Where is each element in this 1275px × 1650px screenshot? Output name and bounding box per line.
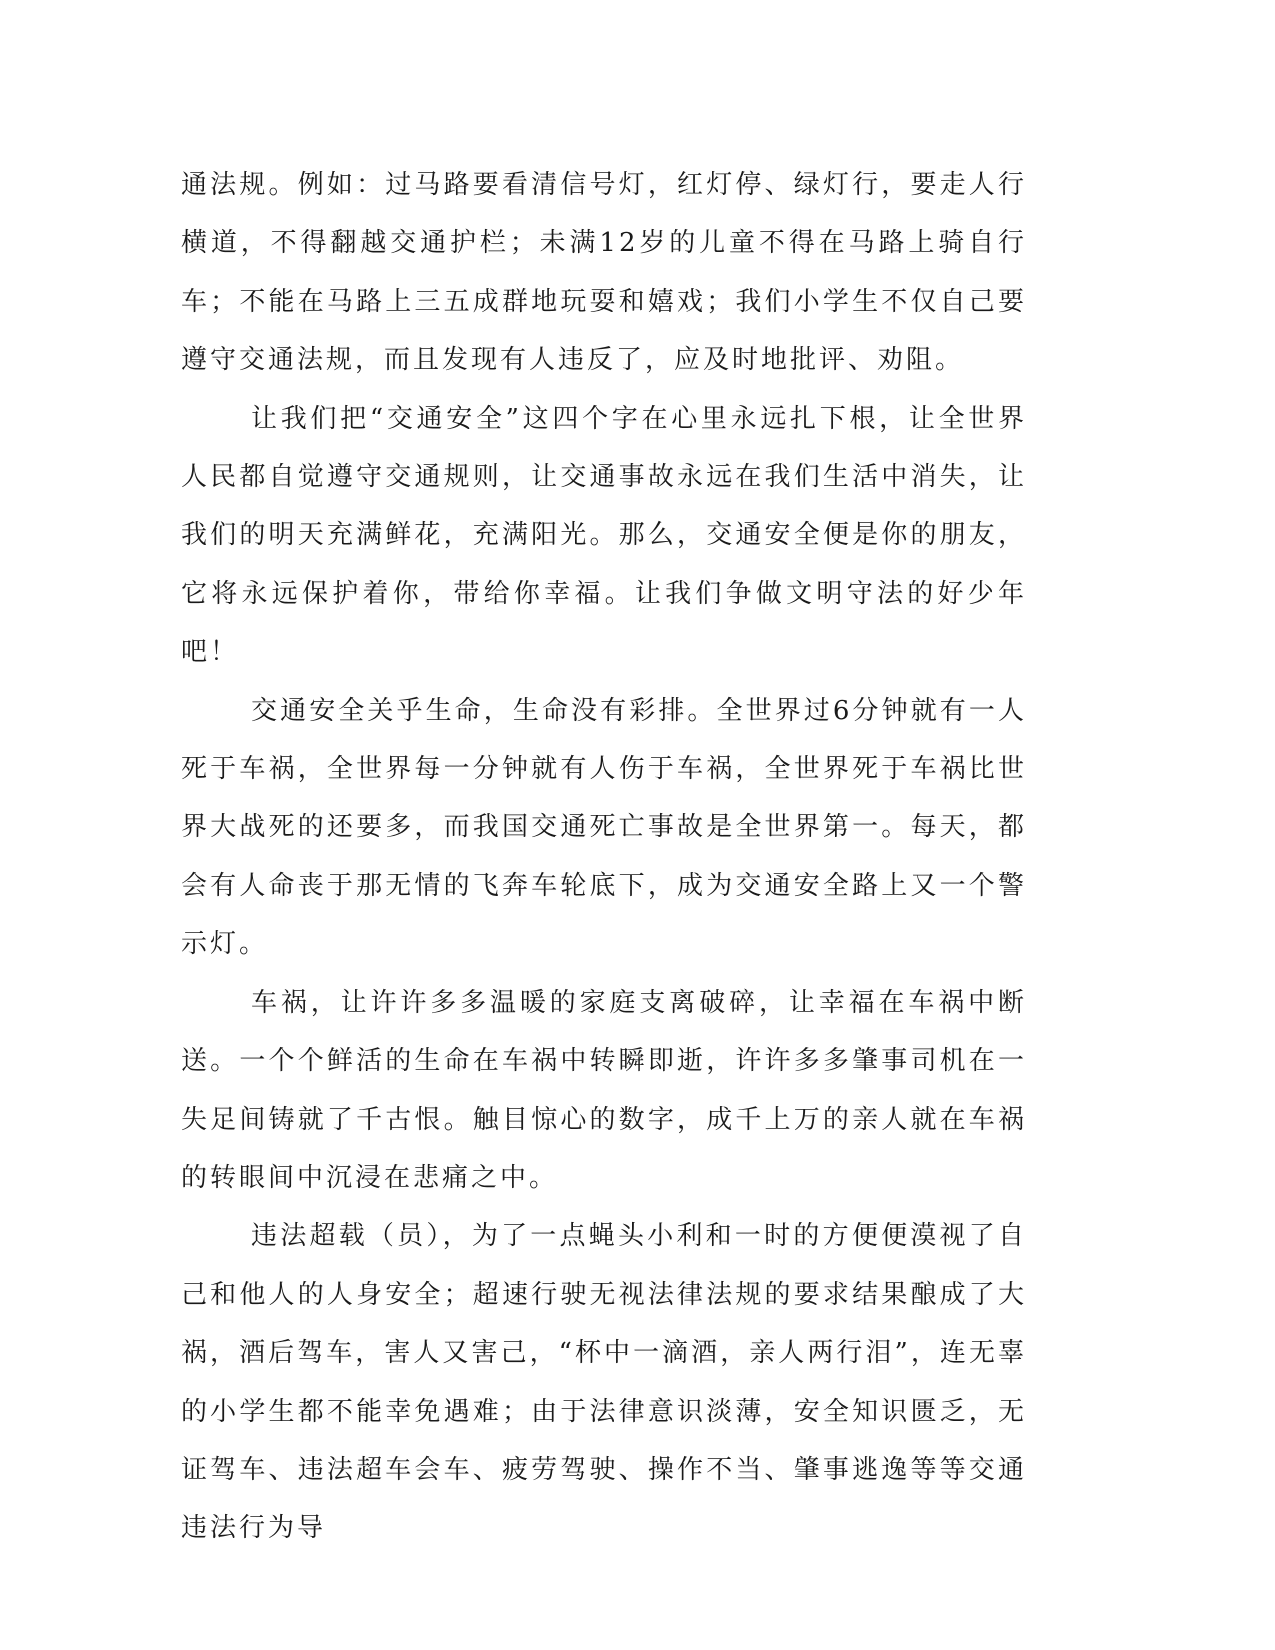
document-body: [181, 156, 1027, 1558]
paragraph-1: 通法规。例如：过马路要看清信号灯，红灯停、绿灯行，要走人行横道，不得翻越交通护栏；未满12岁的儿童不得在马路上骑自行车；不能在马路上三五成群地玩耍和嬉戏；我们小学生不仅自己要遵守交通法规，而且发现有人违反了，应及时地批评、劝阻。: [181, 170, 1027, 376]
paragraph-4: 车祸，让许许多多温暖的家庭支离破碎，让幸福在车祸中断送。一个个鲜活的生命在车祸中转瞬即逝，许许多多肇事司机在一失足间铸就了千古恨。触目惊心的数字，成千上万的亲人就在车祸的转眼间中沉浸在悲痛之中。: [181, 987, 1027, 1193]
paragraph-3: 交通安全关乎生命，生命没有彩排。全世界过6分钟就有一人死于车祸，全世界每一分钟就有人伤于车祸，全世界死于车祸比世界大战死的还要多，而我国交通死亡事故是全世界第一。每天，都会有人命丧于那无情的飞奔车轮底下，成为交通安全路上又一个警示灯。: [181, 695, 1027, 960]
paragraph-2: 让我们把“交通安全”这四个字在心里永远扎下根，让全世界人民都自觉遵守交通规则，让交通事故永远在我们生活中消失，让我们的明天充满鲜花，充满阳光。那么，交通安全便是你的朋友，它将永远保护着你，带给你幸福。让我们争做文明守法的好少年吧！: [181, 403, 1027, 668]
paragraph-5: 违法超载（员），为了一点蝇头小利和一时的方便便漠视了自己和他人的人身安全；超速行驶无视法律法规的要求结果酿成了大祸，酒后驾车，害人又害己，“杯中一滴酒，亲人两行泪”，连无辜的小学生都不能幸免遇难；由于法律意识淡薄，安全知识匮乏，无证驾车、违法超车会车、疲劳驾驶、操作不当、肇事逃逸等等交通违法行为导: [181, 1221, 1027, 1544]
